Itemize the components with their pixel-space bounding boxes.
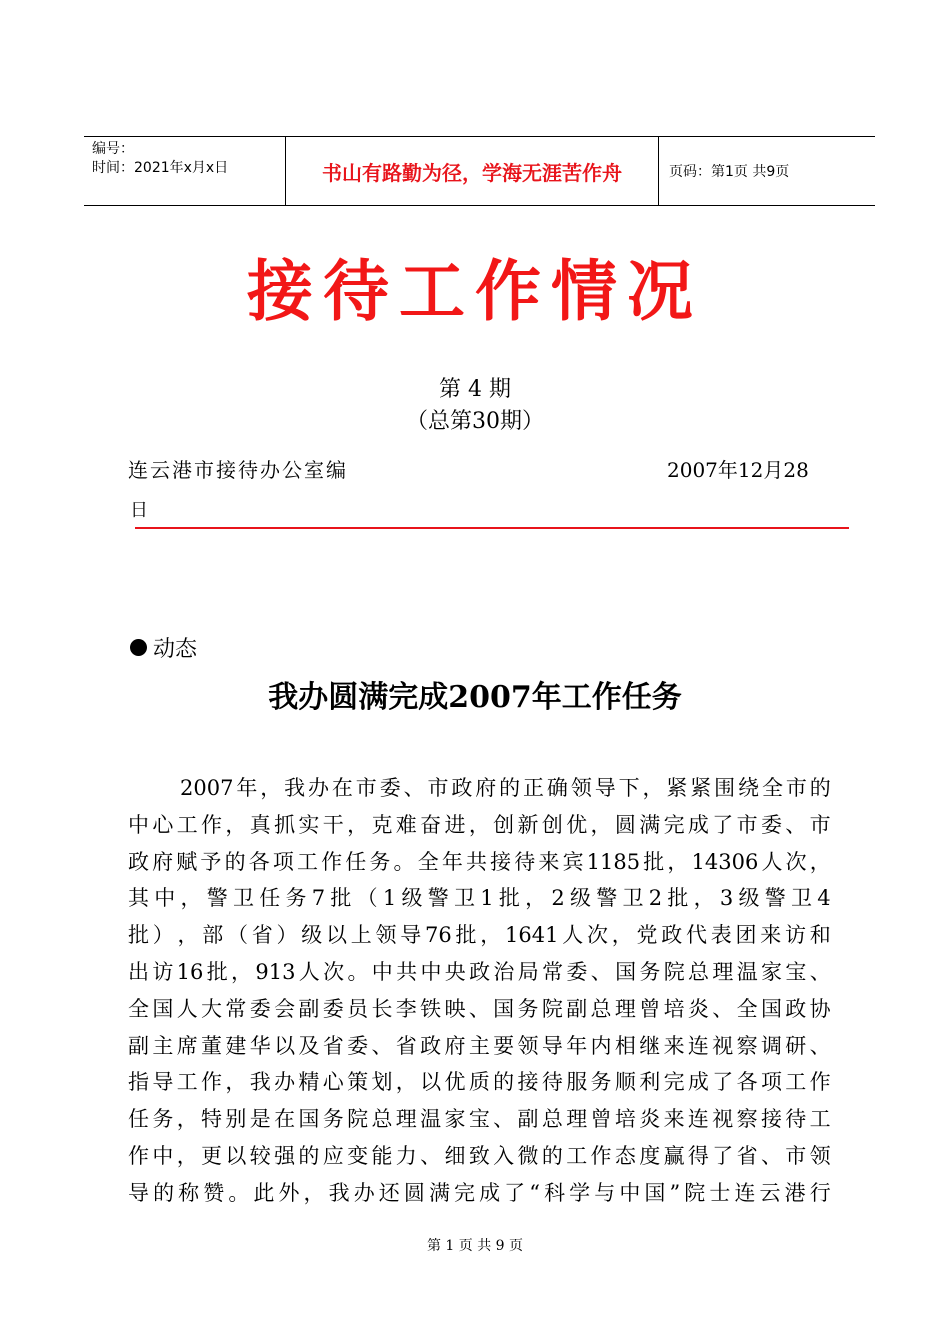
masthead-title: 接待工作情况 (247, 253, 703, 330)
issue-date-tail: 日 (130, 500, 148, 521)
article-title: 我办圆满完成2007年工作任务 (268, 680, 682, 715)
issue-date: 2007年12月28 (667, 458, 809, 482)
article-line: 批 ） ， 部 （ 省 ） 级 以 上 领 导 76 批 ， 1641 人 次 ， 党 政 代 表 团 来 访 和 (128, 923, 831, 948)
article-line: 作 中 ， 更 以 较 强 的 应 变 能 力 、 细 致 入 微 的 工 作 态 度 赢 得 了 省 、 市 领 (128, 1143, 831, 1168)
section-heading (130, 632, 197, 663)
article-line: 政 府 赋 予 的 各 项 工 作 任 务 。 全 年 共 接 待 来 宾 1185 批 ， 14306 人 次 ， (128, 849, 831, 874)
red-divider (135, 527, 849, 529)
article-body (128, 770, 831, 1212)
code-label: 编号： (92, 141, 134, 157)
article-line: 任 务 ， 特 别 是 在 国 务 院 总 理 温 家 宝 、 副 总 理 曾 培 炎 来 连 视 察 接 待 工 (128, 1107, 831, 1132)
issue-number: 第 4 期 (439, 377, 511, 402)
header-table (84, 136, 875, 206)
bullet-icon (130, 639, 147, 656)
article-line: 全 国 人 大 常 委 会 副 委 员 长 李 铁 映 、 国 务 院 副 总 理 曾 培 炎 、 全 国 政 协 (128, 996, 831, 1021)
article-line: 出 访 16 批 ， 913 人 次 。 中 共 中 央 政 治 局 常 委 、 国 务 院 总 理 温 家 宝 、 (128, 959, 831, 984)
issue-total: （总第30期） (406, 409, 544, 434)
article-line: 2007 年 ， 我 办 在 市 委 、 市 政 府 的 正 确 领 导 下 ， 紧 紧 围 绕 全 市 的 (180, 776, 831, 800)
section-label: 动态 (153, 637, 198, 662)
page-footer: 第 1 页 共 9 页 (426, 1238, 524, 1254)
article-line: 导 的 称 赞 。 此 外 ， 我 办 还 圆 满 完 成 了 “ 科 学 与 中 国 ” 院 士 连 云 港 行 (128, 1180, 831, 1205)
article-line: 中 心 工 作 ， 真 抓 实 干 ， 克 难 奋 进 ， 创 新 创 优 ， 圆 满 完 成 了 市 委 、 市 (128, 812, 831, 837)
header-meta (84, 137, 286, 205)
article-line: 副 主 席 董 建 华 以 及 省 委 、 省 政 府 主 要 领 导 年 内 相 继 来 连 视 察 调 研 、 (128, 1033, 831, 1058)
header-page-label: 页码：第1页 共9页 (669, 164, 790, 180)
header-motto: 书山有路勤为径，学海无涯苦作舟 (286, 137, 659, 205)
article-line: 其 中 ， 警 卫 任 务 7 批 （ 1 级 警 卫 1 批 ， 2 级 警 卫 2 批 ， 3 级 警 卫 4 (128, 886, 831, 911)
time-label: 时间：2021年x月x日 (92, 160, 229, 176)
editor-line: 连云港市接待办公室编 (128, 458, 348, 482)
article-line: 指 导 工 作 ， 我 办 精 心 策 划 ， 以 优 质 的 接 待 服 务 顺 利 完 成 了 各 项 工 作 (128, 1070, 831, 1095)
